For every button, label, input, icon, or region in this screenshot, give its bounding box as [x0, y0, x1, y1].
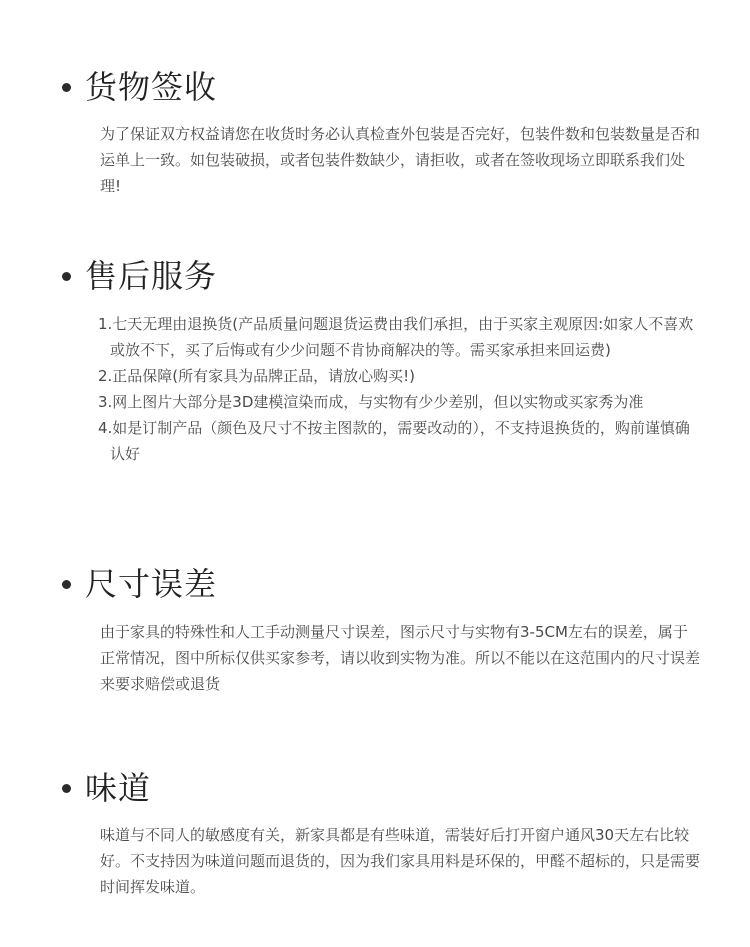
section-heading-size-error	[62, 562, 217, 606]
list-item: 2.正品保障(所有家具为品牌正品，请放心购买!)	[98, 367, 416, 385]
section-body-odor: 味道与不同人的敏感度有关，新家具都是有些味道，需装好后打开窗户通风30天左右比较好。不支持因为味道问题而退货的，因为我们家具用料是环保的，甲醛不超标的，只是需要时间挥发味道。	[100, 826, 701, 896]
section-title: 货物签收	[85, 68, 218, 106]
list-item: 4.如是订制产品（颜色及尺寸不按主图款的，需要改动的），不支持退换货的，购前谨慎确认好	[98, 419, 690, 463]
list-item: 1.七天无理由退换货(产品质量问题退货运费由我们承担，由于买家主观原因:如家人不喜欢或放不下，买了后悔或有少少问题不肯协商解决的等。需买家承担来回运费)	[98, 315, 694, 359]
section-title: 味道	[85, 769, 152, 807]
after-sales-list	[98, 311, 698, 467]
section-body-size-error: 由于家具的特殊性和人工手动测量尺寸误差，图示尺寸与实物有3-5CM左右的误差，属于正常情况，图中所标仅供买家参考，请以收到实物为准。所以不能以在这范围内的尺寸误差来要求赔偿或退货	[100, 623, 701, 693]
bullet-icon	[62, 83, 71, 92]
section-title: 尺寸误差	[85, 565, 218, 603]
section-heading-goods-receipt	[62, 65, 217, 109]
bullet-icon	[62, 272, 71, 281]
bullet-icon	[62, 580, 71, 589]
section-body-goods-receipt: 为了保证双方权益请您在收货时务必认真检查外包装是否完好，包装件数和包装数量是否和运单上一致。如包装破损，或者包装件数缺少，请拒收，或者在签收现场立即联系我们处理!	[100, 125, 701, 195]
list-item: 3.网上图片大部分是3D建模渲染而成，与实物有少少差别，但以实物或买家秀为准	[98, 393, 644, 411]
section-title: 售后服务	[85, 257, 218, 295]
bullet-icon	[62, 784, 71, 793]
section-heading-odor	[62, 766, 151, 810]
section-heading-after-sales	[62, 254, 217, 298]
